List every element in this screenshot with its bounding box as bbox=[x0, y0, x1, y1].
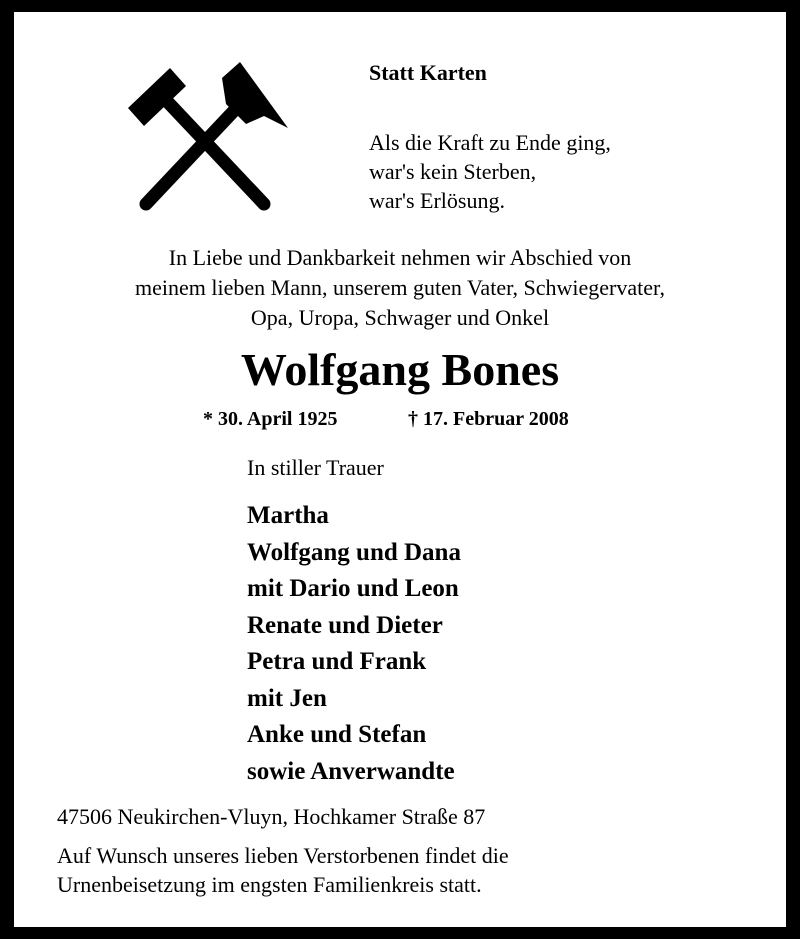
burial-note-line: Urnenbeisetzung im engsten Familienkreis statt. bbox=[57, 872, 482, 897]
mourner-name: Renate und Dieter bbox=[247, 611, 443, 639]
poem bbox=[369, 128, 611, 215]
intro-line: Opa, Uropa, Schwager und Onkel bbox=[250, 305, 550, 330]
mourners-heading: In stiller Trauer bbox=[247, 455, 384, 480]
deceased-name: Wolfgang Bones bbox=[240, 344, 560, 395]
poem-line: war's kein Sterben, bbox=[369, 159, 537, 184]
poem-line: Als die Kraft zu Ende ging, bbox=[369, 130, 611, 155]
burial-note-line: Auf Wunsch unseres lieben Verstorbenen findet die bbox=[57, 843, 509, 868]
address: 47506 Neukirchen-Vluyn, Hochkamer Straße 87 bbox=[57, 804, 486, 829]
header-title: Statt Karten bbox=[369, 60, 487, 85]
mourner-name: sowie Anverwandte bbox=[247, 757, 455, 785]
burial-note bbox=[57, 841, 509, 899]
mourner-name: Wolfgang und Dana bbox=[247, 538, 461, 566]
mourner-name: Petra und Frank bbox=[247, 648, 427, 675]
death-date: † 17. Februar 2008 bbox=[408, 408, 569, 430]
birth-date: * 30. April 1925 bbox=[203, 408, 338, 430]
poem-line: war's Erlösung. bbox=[369, 188, 505, 213]
mourner-name: mit Jen bbox=[247, 684, 327, 712]
intro-line: In Liebe und Dankbarkeit nehmen wir Abschied von bbox=[168, 245, 632, 270]
intro-text bbox=[0, 243, 800, 333]
mourner-name: Martha bbox=[247, 502, 329, 529]
mourner-name: mit Dario und Leon bbox=[247, 575, 459, 602]
crossed-hammers-icon bbox=[122, 56, 290, 212]
mourner-name: Anke und Stefan bbox=[247, 721, 427, 748]
intro-line: meinem lieben Mann, unserem guten Vater, Schwiegervater, bbox=[135, 275, 665, 300]
mourners-list bbox=[247, 498, 461, 790]
